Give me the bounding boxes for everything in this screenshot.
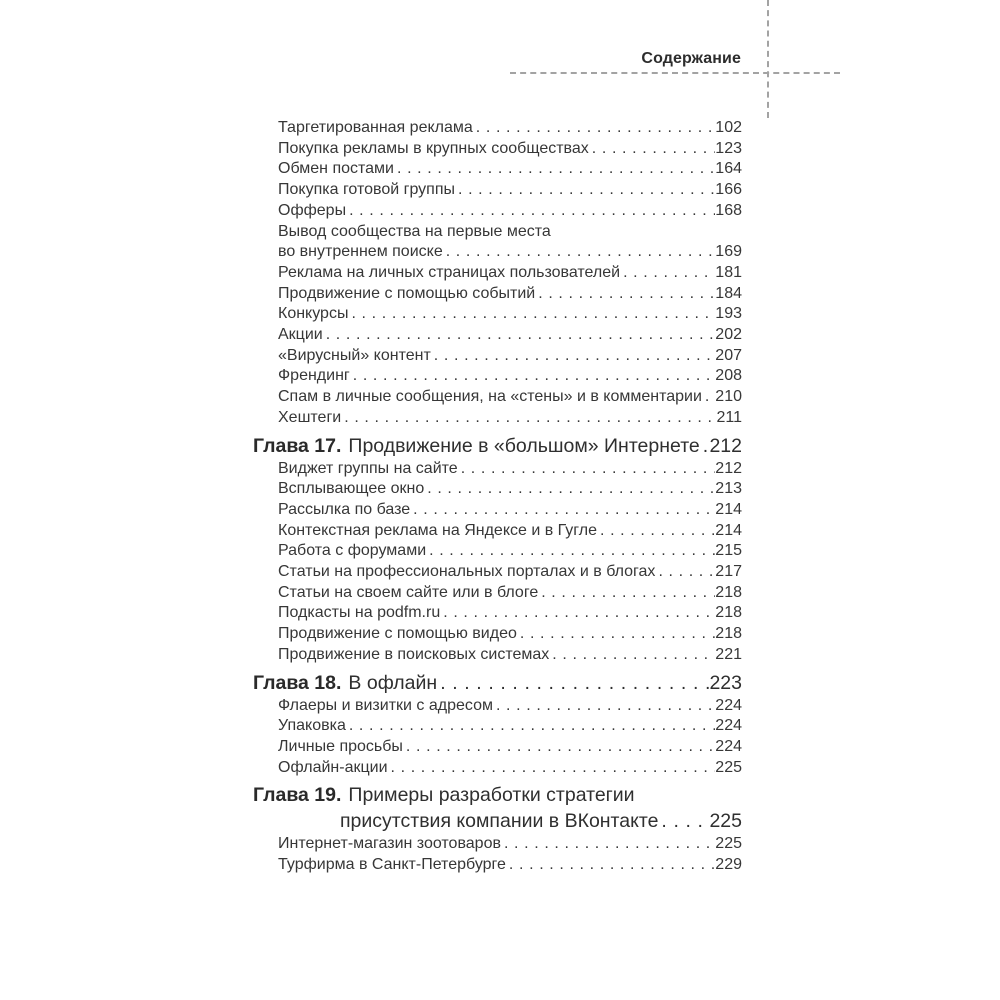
dot-leader bbox=[520, 624, 715, 645]
dot-leader bbox=[461, 459, 716, 480]
dot-leader bbox=[326, 325, 716, 346]
toc-item-row bbox=[253, 834, 742, 855]
dot-leader bbox=[661, 808, 709, 834]
entry-title: «Вирусный» контент bbox=[278, 346, 431, 364]
entry-title: Реклама на личных страницах пользователей bbox=[278, 263, 621, 281]
toc-item-row bbox=[253, 737, 742, 758]
dot-leader bbox=[496, 696, 715, 717]
toc-item-row bbox=[253, 284, 742, 305]
entry-title: Вывод сообщества на первые места bbox=[278, 222, 551, 240]
page-number: 218 bbox=[715, 625, 742, 643]
dot-leader bbox=[429, 541, 715, 562]
page-number: 225 bbox=[709, 810, 742, 833]
toc-item-row bbox=[253, 645, 742, 666]
dot-leader bbox=[406, 737, 715, 758]
entry-title: Продвижение с помощью видео bbox=[278, 625, 517, 643]
dot-leader bbox=[440, 670, 709, 696]
entry-title: Продвижение в «большом» Интернете bbox=[348, 434, 700, 457]
page-number: 168 bbox=[715, 201, 742, 219]
entry-title: Френдинг bbox=[278, 367, 350, 385]
page-number: 211 bbox=[716, 408, 742, 426]
entry-title: Статьи на своем сайте или в блоге bbox=[278, 583, 539, 601]
toc-list bbox=[253, 118, 742, 876]
entry-title: Всплывающее окно bbox=[278, 480, 425, 498]
toc-item-row bbox=[253, 263, 742, 284]
dot-leader bbox=[353, 366, 716, 387]
page-number: 102 bbox=[715, 119, 742, 136]
entry-title: В офлайн bbox=[348, 671, 438, 694]
chapter-label: Глава 18. bbox=[253, 671, 342, 694]
toc-item-row bbox=[253, 541, 742, 562]
toc-chapter-row bbox=[253, 808, 742, 834]
entry-title: Продвижение с помощью событий bbox=[278, 284, 536, 302]
dot-leader bbox=[413, 500, 715, 521]
entry-title: Работа с форумами bbox=[278, 542, 427, 560]
entry-title: Рассылка по базе bbox=[278, 500, 411, 518]
page-number: 225 bbox=[715, 835, 742, 853]
toc-item-row bbox=[253, 521, 742, 542]
entry-title: Продвижение в поисковых системах bbox=[278, 645, 550, 663]
dot-leader bbox=[397, 159, 715, 180]
toc-chapter-row bbox=[253, 433, 742, 459]
dot-leader bbox=[703, 433, 710, 459]
entry-title: Таргетированная реклама bbox=[278, 119, 473, 136]
page-number: 207 bbox=[715, 346, 742, 364]
page-number: 224 bbox=[715, 737, 742, 755]
toc-item-row bbox=[253, 201, 742, 222]
entry-title: присутствия компании в ВКонтакте bbox=[340, 810, 659, 833]
toc-item-row bbox=[253, 180, 742, 201]
page-title: Содержание bbox=[641, 50, 741, 67]
page-number: 202 bbox=[715, 326, 742, 344]
toc-item-row bbox=[253, 624, 742, 645]
page-number: 212 bbox=[715, 459, 742, 477]
dot-leader bbox=[434, 346, 716, 367]
entry-title: Обмен постами bbox=[278, 160, 394, 178]
dot-leader bbox=[427, 479, 715, 500]
page-number: 184 bbox=[715, 284, 742, 302]
toc-item-row bbox=[253, 459, 742, 480]
dot-leader bbox=[658, 562, 715, 583]
entry-title: во внутреннем поиске bbox=[278, 243, 443, 261]
toc-item-row bbox=[253, 583, 742, 604]
entry-title: Офферы bbox=[278, 201, 347, 219]
dot-leader bbox=[351, 304, 715, 325]
dot-leader bbox=[504, 834, 715, 855]
page-number: 208 bbox=[715, 367, 742, 385]
dot-leader bbox=[592, 139, 716, 160]
page-number: 181 bbox=[715, 263, 742, 281]
page-number: 123 bbox=[715, 139, 742, 157]
entry-title: Контекстная реклама на Яндексе и в Гугле bbox=[278, 521, 597, 539]
entry-title: Подкасты на podfm.ru bbox=[278, 604, 441, 622]
toc-item-row bbox=[253, 304, 742, 325]
dot-leader bbox=[705, 387, 715, 408]
entry-title: Хештеги bbox=[278, 408, 342, 426]
entry-title: Интернет-магазин зоотоваров bbox=[278, 835, 501, 853]
dot-leader bbox=[541, 583, 715, 604]
toc-item-row bbox=[253, 758, 742, 779]
dot-leader bbox=[344, 408, 716, 429]
page-number: 166 bbox=[715, 181, 742, 199]
entry-title: Покупка рекламы в крупных сообществах bbox=[278, 139, 589, 157]
entry-title: Виджет группы на сайте bbox=[278, 459, 458, 477]
toc-item-row bbox=[253, 325, 742, 346]
toc-item-row bbox=[253, 222, 742, 243]
crop-mark-horizontal-line bbox=[510, 72, 840, 74]
toc-item-row bbox=[253, 159, 742, 180]
dot-leader bbox=[446, 242, 716, 263]
dot-leader bbox=[538, 284, 715, 305]
page-number: 225 bbox=[715, 758, 742, 776]
page-number: 218 bbox=[715, 604, 742, 622]
chapter-label: Глава 19. bbox=[253, 784, 342, 807]
page-number: 214 bbox=[715, 521, 742, 539]
toc-item-row bbox=[253, 118, 742, 139]
dot-leader bbox=[623, 263, 715, 284]
entry-title: Турфирма в Санкт-Петербурге bbox=[278, 856, 506, 874]
toc-item-row bbox=[253, 366, 742, 387]
toc-item-row bbox=[253, 139, 742, 160]
entry-title: Личные просьбы bbox=[278, 737, 403, 755]
dot-leader bbox=[349, 201, 715, 222]
entry-title: Офлайн-акции bbox=[278, 758, 388, 776]
page-number: 215 bbox=[715, 542, 742, 560]
entry-title: Флаеры и визитки с адресом bbox=[278, 696, 493, 714]
toc-chapter-row bbox=[253, 782, 742, 808]
toc-item-row bbox=[253, 603, 742, 624]
toc-item-row bbox=[253, 500, 742, 521]
page-number: 169 bbox=[715, 243, 742, 261]
page-number: 214 bbox=[715, 500, 742, 518]
dot-leader bbox=[349, 716, 715, 737]
page-number: 213 bbox=[715, 480, 742, 498]
toc-chapter-row bbox=[253, 670, 742, 696]
entry-title: Упаковка bbox=[278, 717, 346, 735]
page-number: 164 bbox=[715, 160, 742, 178]
page-number: 221 bbox=[715, 645, 742, 663]
entry-title: Покупка готовой группы bbox=[278, 181, 455, 199]
page-number: 217 bbox=[715, 563, 742, 581]
dot-leader bbox=[509, 855, 715, 876]
page-number: 224 bbox=[715, 717, 742, 735]
entry-title: Конкурсы bbox=[278, 305, 349, 323]
toc-item-row bbox=[253, 408, 742, 429]
dot-leader bbox=[443, 603, 715, 624]
page-number: 229 bbox=[715, 856, 742, 874]
toc-item-row bbox=[253, 387, 742, 408]
toc-item-row bbox=[253, 855, 742, 876]
entry-title: Акции bbox=[278, 326, 323, 344]
page-number: 212 bbox=[709, 434, 742, 457]
crop-mark-vertical-line bbox=[767, 0, 769, 118]
toc-item-row bbox=[253, 562, 742, 583]
dot-leader bbox=[552, 645, 715, 666]
toc-item-row bbox=[253, 716, 742, 737]
page-number: 223 bbox=[709, 671, 742, 694]
page-number: 224 bbox=[715, 696, 742, 714]
dot-leader bbox=[458, 180, 715, 201]
toc-item-row bbox=[253, 242, 742, 263]
chapter-label: Глава 17. bbox=[253, 434, 342, 457]
dot-leader bbox=[476, 118, 716, 139]
entry-title: Примеры разработки стратегии bbox=[348, 784, 635, 807]
entry-title: Статьи на профессиональных порталах и в блогах bbox=[278, 563, 656, 581]
entry-title: Спам в личные сообщения, на «стены» и в комментарии bbox=[278, 388, 702, 406]
page-number: 210 bbox=[715, 388, 742, 406]
dot-leader bbox=[391, 758, 716, 779]
dot-leader bbox=[600, 521, 715, 542]
toc-item-row bbox=[253, 696, 742, 717]
toc-item-row bbox=[253, 479, 742, 500]
page-number: 193 bbox=[715, 305, 742, 323]
page-number: 218 bbox=[715, 583, 742, 601]
toc-item-row bbox=[253, 346, 742, 367]
